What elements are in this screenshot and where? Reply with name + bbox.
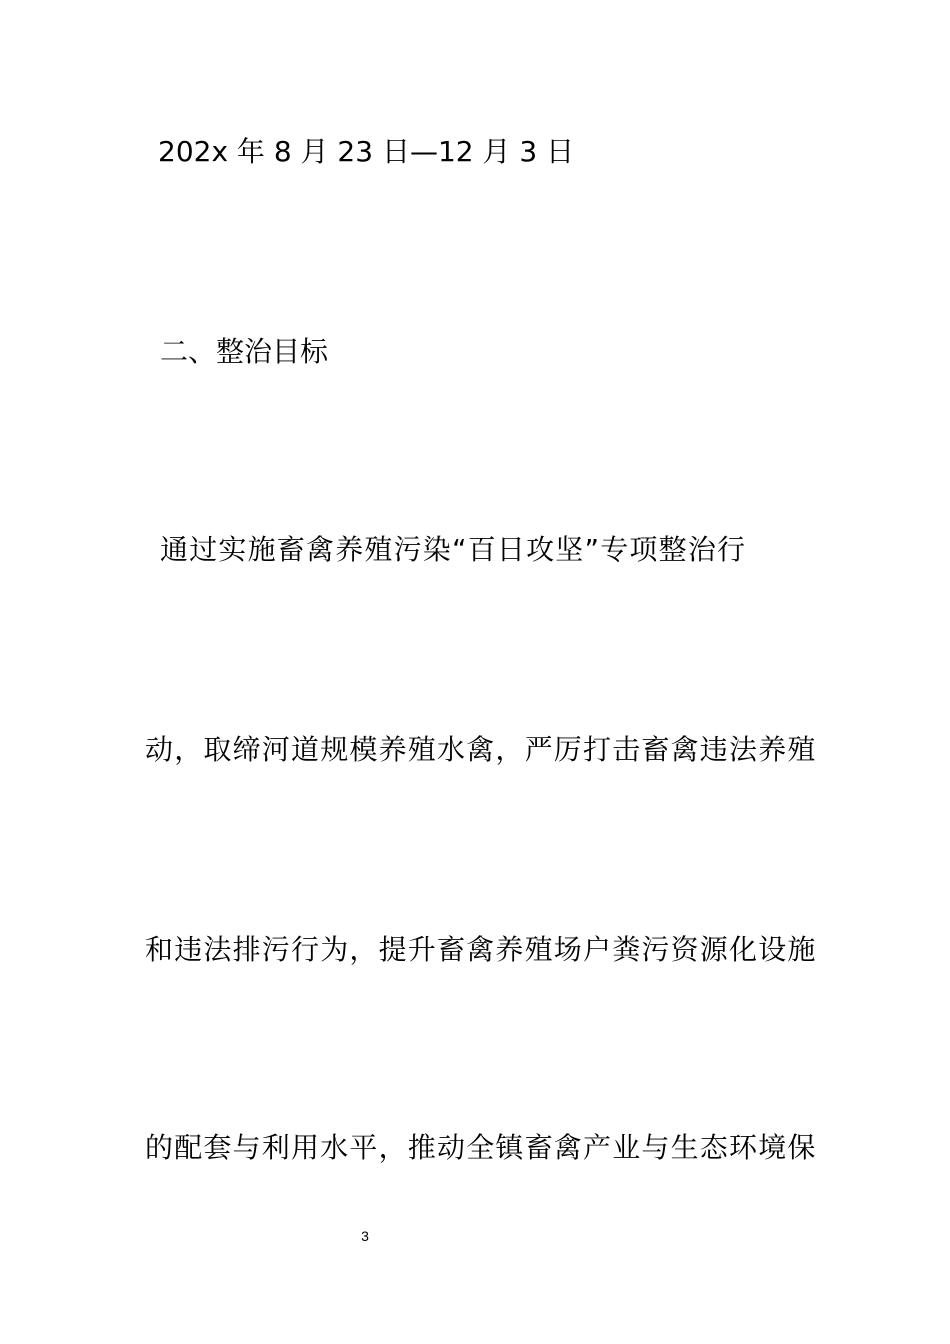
page-number: 3 <box>361 1228 369 1244</box>
paragraph-line: 和违法排污行为，提升畜禽养殖场户粪污资源化设施 <box>145 933 817 966</box>
date-range-text: 202x 年 8 月 23 日—12 月 3 日 <box>158 135 575 168</box>
section-heading: 二、整治目标 <box>160 335 329 368</box>
paragraph-line: 的配套与利用水平，推动全镇畜禽产业与生态环境保 <box>145 1131 817 1164</box>
paragraph-line: 动，取缔河道规模养殖水禽，严厉打击畜禽违法养殖 <box>145 733 817 766</box>
paragraph-line: 通过实施畜禽养殖污染“百日攻坚”专项整治行 <box>160 533 747 566</box>
